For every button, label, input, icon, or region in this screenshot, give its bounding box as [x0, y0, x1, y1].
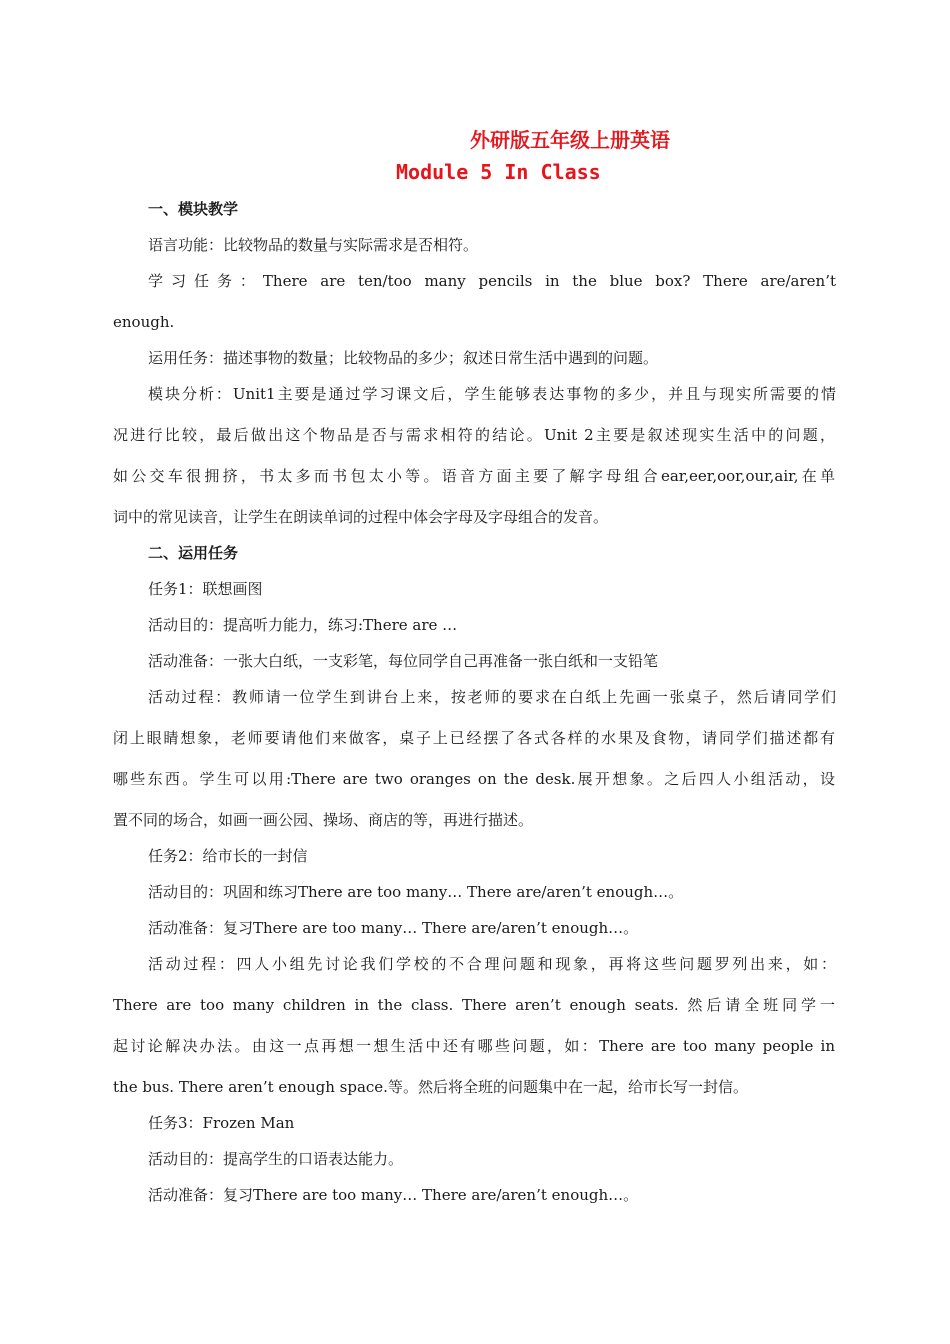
paragraph-line: 活动目的：巩固和练习There are too many… There are/aren’t enough…。: [148, 883, 684, 901]
paragraph-line: 学习任务：There are ten/too many pencils in the blue box? There are/aren’t: [148, 272, 836, 290]
paragraph-line: 活动准备：复习There are too many… There are/aren’t enough…。: [148, 1186, 639, 1204]
task-title: 任务1：联想画图: [148, 580, 263, 598]
paragraph-line: 词中的常见读音，让学生在朗读单词的过程中体会字母及字母组合的发音。: [113, 508, 609, 526]
document-title-chinese: 外研版五年级上册英语: [470, 128, 670, 152]
paragraph-line: 活动准备：一张大白纸，一支彩笔，每位同学自己再准备一张白纸和一支铅笔: [148, 652, 659, 670]
paragraph-line: 如公交车很拥挤，书太多而书包太小等。语音方面主要了解字母组合ear,eer,oor,our,air,在单: [113, 467, 835, 485]
paragraph-line: 活动目的：提高听力能力，练习:There are …: [148, 616, 458, 634]
paragraph-line: 语言功能：比较物品的数量与实际需求是否相符。: [148, 236, 479, 254]
paragraph-line: 模块分析：Unit1主要是通过学习课文后，学生能够表达事物的多少，并且与现实所需要的情: [148, 385, 836, 403]
paragraph-line: 闭上眼睛想象，老师要请他们来做客，桌子上已经摆了各式各样的水果及食物，请同学们描述都有: [113, 729, 835, 747]
paragraph-line: 况进行比较，最后做出这个物品是否与需求相符的结论。Unit 2主要是叙述现实生活中的问题，: [113, 426, 835, 444]
task-title: 任务2：给市长的一封信: [148, 847, 308, 865]
paragraph-line: 哪些东西。学生可以用:There are two oranges on the desk.展开想象。之后四人小组活动，设: [113, 770, 835, 788]
paragraph-line: 活动过程：四人小组先讨论我们学校的不合理问题和现象，再将这些问题罗列出来，如：: [148, 955, 836, 973]
paragraph-line: 运用任务：描述事物的数量；比较物品的多少；叙述日常生活中遇到的问题。: [148, 349, 659, 367]
document-title-english: Module 5 In Class: [396, 160, 601, 184]
paragraph-line: 活动目的：提高学生的口语表达能力。: [148, 1150, 404, 1168]
paragraph-line: 活动准备：复习There are too many… There are/aren’t enough…。: [148, 919, 639, 937]
paragraph-line: 置不同的场合，如画一画公园、操场、商店的等，再进行描述。: [113, 811, 534, 829]
section-heading-application-tasks: 二、运用任务: [148, 544, 239, 562]
paragraph-line: There are too many children in the class. There aren’t enough seats. 然后请全班同学一: [113, 996, 835, 1014]
paragraph-line: enough.: [113, 313, 175, 331]
task-title: 任务3：Frozen Man: [148, 1114, 295, 1132]
paragraph-line: 起讨论解决办法。由这一点再想一想生活中还有哪些问题，如：There are too many people in: [113, 1037, 835, 1055]
paragraph-line: the bus. There aren’t enough space.等。然后将全班的问题集中在一起，给市长写一封信。: [113, 1078, 748, 1096]
section-heading-module-teaching: 一、模块教学: [148, 200, 239, 218]
paragraph-line: 活动过程：教师请一位学生到讲台上来，按老师的要求在白纸上先画一张桌子，然后请同学们: [148, 688, 836, 706]
